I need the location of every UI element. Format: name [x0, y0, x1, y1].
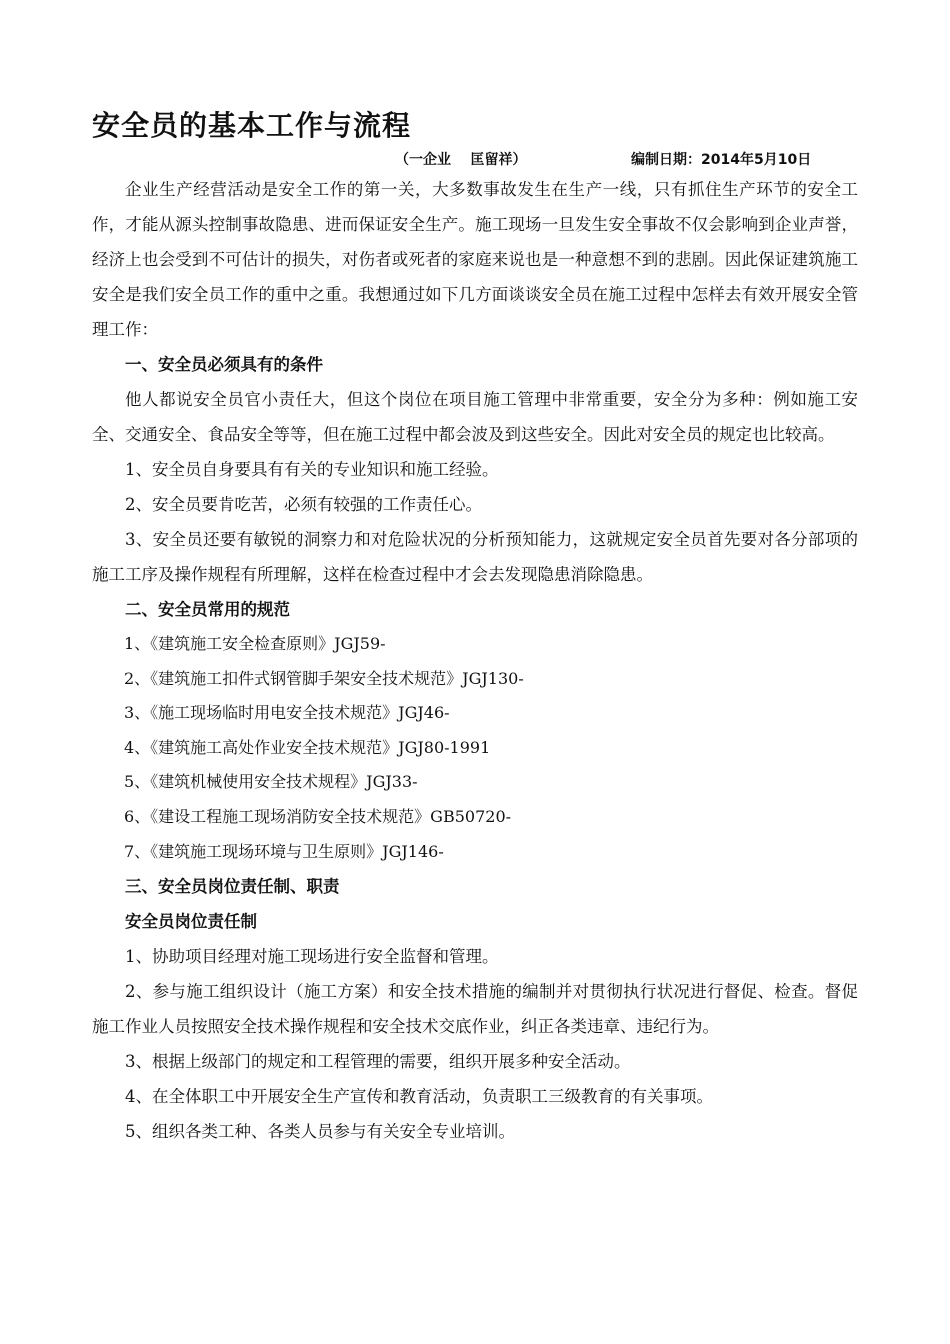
document-title: 安全员的基本工作与流程 [92, 109, 412, 142]
section-3-subheading: 安全员岗位责任制 [125, 912, 257, 932]
standard-item: 7、《建筑施工现场环境与卫生原则》JGJ146- [124, 841, 444, 861]
intro-paragraph: 企业生产经营活动是安全工作的第一关，大多数事故发生在生产一线，只有抓住生产环节的安全工作，才能从源头控制事故隐患、进而保证安全生产。施工现场一旦发生安全事故不仅会影响到企业声誉，经济上也会受到不可估计的损失，对伤者或死者的家庭来说也是一种意想不到的悲剧。因此保证建筑施工安全是我们安全员工作的重中之重。我想通过如下几方面谈谈安全员在施工过程中怎样去有效开展安全管理工作： [92, 180, 858, 339]
document-body [92, 172, 858, 1149]
section-1-paragraph: 他人都说安全员官小责任大，但这个岗位在项目施工管理中非常重要，安全分为多种：例如施工安全、交通安全、食品安全等等，但在施工过程中都会波及到这些安全。因此对安全员的规定也比较高。 [92, 390, 858, 444]
section-2-heading: 二、安全员常用的规范 [125, 600, 290, 619]
section-1-item: 3、安全员还要有敏锐的洞察力和对危险状况的分析预知能力，这就规定安全员首先要对各分部项的施工工序及操作规程有所理解，这样在检查过程中才会去发现隐患消除隐患。 [92, 530, 858, 584]
section-3-heading: 三、安全员岗位责任制、职责 [125, 877, 340, 897]
compile-date: 编制日期：2014年5月10日 [631, 152, 812, 168]
section-1-item: 2、安全员要肯吃苦，必须有较强的工作责任心。 [125, 495, 482, 514]
duty-item: 3、根据上级部门的规定和工程管理的需要，组织开展多种安全活动。 [125, 1052, 631, 1072]
author-org: （一企业 匡留祥） [395, 152, 527, 168]
standard-item: 2、《建筑施工扣件式钢管脚手架安全技术规范》JGJ130- [124, 668, 524, 688]
section-1-item: 1、安全员自身要具有有关的专业知识和施工经验。 [125, 460, 499, 479]
standard-item: 5、《建筑机械使用安全技术规程》JGJ33- [124, 772, 418, 792]
section-1-heading: 一、安全员必须具有的条件 [125, 355, 323, 374]
standard-item: 1、《建筑施工安全检查原则》JGJ59- [124, 634, 386, 653]
duty-item: 1、协助项目经理对施工现场进行安全监督和管理。 [125, 947, 499, 967]
standard-item: 6、《建设工程施工现场消防安全技术规范》GB50720- [124, 806, 512, 826]
duty-item: 4、在全体职工中开展安全生产宣传和教育活动，负责职工三级教育的有关事项。 [125, 1087, 713, 1107]
byline [395, 150, 855, 170]
standard-item: 3、《施工现场临时用电安全技术规范》JGJ46- [124, 703, 450, 723]
duty-item: 2、参与施工组织设计（施工方案）和安全技术措施的编制并对贯彻执行状况进行督促、检查。督促施工作业人员按照安全技术操作规程和安全技术交底作业，纠正各类违章、违纪行为。 [92, 982, 858, 1037]
standard-item: 4、《建筑施工高处作业安全技术规范》JGJ80-1991 [124, 737, 491, 757]
duty-item: 5、组织各类工种、各类人员参与有关安全专业培训。 [125, 1122, 515, 1142]
